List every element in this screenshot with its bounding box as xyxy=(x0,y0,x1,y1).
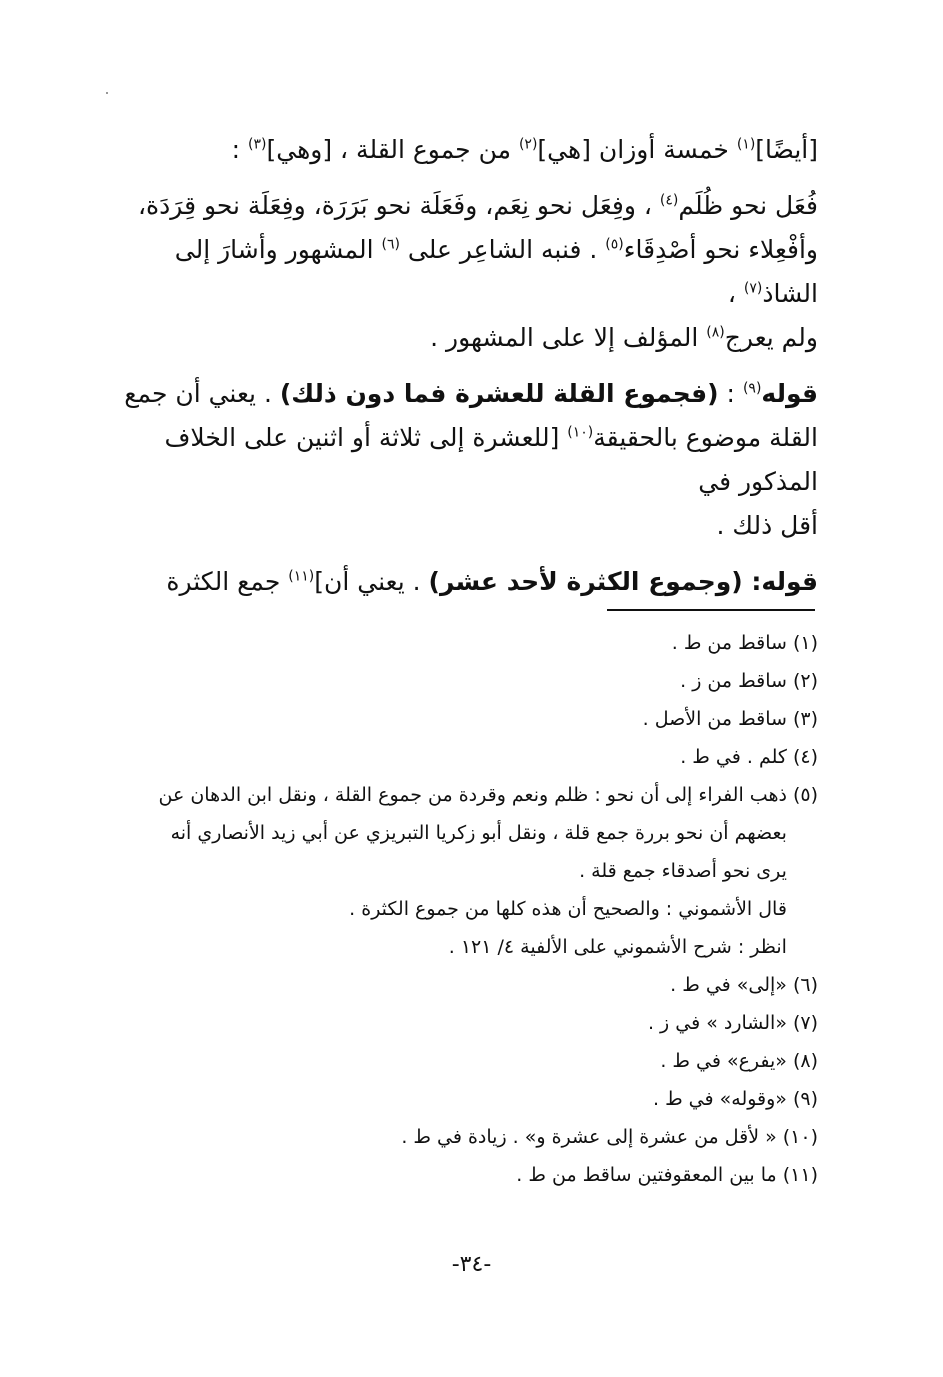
footnote-item xyxy=(100,1156,818,1194)
footnote-ref[interactable]: (٤) xyxy=(659,192,679,209)
footnote-line: يرى نحو أصدقاء جمع قلة . xyxy=(579,860,787,882)
footnote-ref[interactable]: (٧) xyxy=(743,280,763,297)
footnote-ref[interactable]: (٢) xyxy=(518,136,538,153)
footnote-item xyxy=(100,738,818,776)
footnote-number: (١) xyxy=(792,632,818,654)
text-run: ، xyxy=(727,279,744,308)
footnote-ref[interactable]: (٥) xyxy=(605,236,624,253)
footnote-separator xyxy=(607,609,815,611)
footnote-item xyxy=(100,624,818,662)
text-run: خمسة أوزان [هي] xyxy=(537,135,737,164)
footnote-text xyxy=(100,776,787,966)
footnote-text xyxy=(100,1156,777,1194)
footnote-item xyxy=(100,1118,818,1156)
text-run: : xyxy=(231,135,249,164)
footnote-ref[interactable]: (١) xyxy=(736,136,756,153)
paragraph-line xyxy=(100,416,818,504)
footnote-number: (١٠) xyxy=(782,1126,818,1148)
paragraph-1 xyxy=(100,128,818,172)
text-run: [للعشرة إلى ثلاثة أو اثنين على الخلاف المذكور في xyxy=(164,423,818,496)
footnote-number: (٩) xyxy=(792,1088,818,1110)
footnote-line: «وقوله» في ط . xyxy=(652,1088,787,1110)
quote-lead: قوله xyxy=(761,379,818,408)
text-run: ولم يعرج xyxy=(724,323,818,352)
footnote-ref[interactable]: (٨) xyxy=(706,324,725,341)
footnote-item xyxy=(100,700,818,738)
text-run: [أيضًا] xyxy=(755,135,818,164)
paragraph-line: أقل ذلك . xyxy=(716,511,818,540)
paragraph-2 xyxy=(100,184,818,360)
text-run: فُعَل نحو ظُلَم xyxy=(678,191,818,220)
footnote-text xyxy=(100,1042,787,1080)
footnote-text xyxy=(100,1004,787,1042)
footnote-number: (٤) xyxy=(792,746,818,768)
footnote-text xyxy=(100,662,787,700)
quoted-text: (فجموع القلة للعشرة فما دون ذلك) xyxy=(279,379,719,408)
text-run: . يعني أن جمع xyxy=(124,379,280,408)
footnote-item xyxy=(100,1080,818,1118)
footnote-line: كلم . في ط . xyxy=(680,746,787,768)
footnote-line: «إلى» في ط . xyxy=(670,974,787,996)
paragraph-3 xyxy=(100,372,818,548)
footnote-ref[interactable]: (٦) xyxy=(381,236,400,253)
footnote-line: « لأقل من عشرة إلى عشرة و» . زيادة في ط . xyxy=(401,1126,777,1148)
footnote-number: (٣) xyxy=(792,708,818,730)
quoted-text: (وجموع الكثرة لأحد عشر) xyxy=(428,567,743,596)
footnote-item xyxy=(100,662,818,700)
footnote-line: «الشارد » في ز . xyxy=(647,1012,787,1034)
footnote-text xyxy=(100,624,787,662)
paragraph-4 xyxy=(100,560,818,604)
scan-speck xyxy=(106,92,108,94)
footnote-text xyxy=(100,966,787,1004)
main-text xyxy=(100,128,818,604)
footnote-item xyxy=(100,966,818,1004)
footnote-ref[interactable]: (١١) xyxy=(288,568,315,585)
footnote-text xyxy=(100,738,787,776)
footnote-line: انظر : شرح الأشموني على الألفية ٤/ ١٢١ . xyxy=(448,936,787,958)
footnote-number: (٥) xyxy=(792,784,818,806)
text-run: : xyxy=(718,379,743,408)
footnote-number: (١١) xyxy=(782,1164,818,1186)
footnote-line: ما بين المعقوفتين ساقط من ط . xyxy=(516,1164,777,1186)
footnote-item xyxy=(100,1042,818,1080)
paragraph-line xyxy=(100,372,818,416)
text-run: . يعني أن] xyxy=(314,567,429,596)
paragraph-line xyxy=(100,316,818,360)
footnote-number: (٧) xyxy=(792,1012,818,1034)
text-run: من جموع القلة ، [وهي] xyxy=(266,135,519,164)
footnote-ref[interactable]: (٩) xyxy=(742,380,762,397)
footnote-line: «يفرع» في ط . xyxy=(660,1050,787,1072)
text-run: جمع الكثرة xyxy=(166,567,289,596)
text-run: المشهور وأشارَ إلى الشاذ xyxy=(174,235,818,308)
paragraph-line xyxy=(100,228,818,316)
paragraph-line xyxy=(100,184,818,228)
footnote-line: بعضهم أن نحو بررة جمع قلة ، ونقل أبو زكريا التبريزي عن أبي زيد الأنصاري أنه xyxy=(170,822,787,844)
page-number: -٣٤- xyxy=(451,1252,492,1277)
footnote-line: ساقط من ط . xyxy=(671,632,787,654)
footnote-ref[interactable]: (١٠) xyxy=(567,424,594,441)
footnote-ref[interactable]: (٣) xyxy=(248,136,267,153)
text-run: ، وفِعَل نحو نِعَم، وفَعَلَة نحو بَرَرَة، وفِعَلَة نحو قِرَدَة، xyxy=(137,191,660,220)
text-run: المؤلف إلا على المشهور . xyxy=(430,323,707,352)
footnote-text xyxy=(100,1080,787,1118)
paragraph-line xyxy=(100,560,818,604)
footnote-number: (٦) xyxy=(792,974,818,996)
footnote-line: ذهب الفراء إلى أن نحو : ظلم ونعم وقردة من جموع القلة ، ونقل ابن الدهان عن xyxy=(158,784,787,806)
footnote-line: قال الأشموني : والصحيح أن هذه كلها من جموع الكثرة . xyxy=(349,898,787,920)
footnote-number: (٢) xyxy=(792,670,818,692)
footnotes xyxy=(100,624,818,1194)
footnote-item xyxy=(100,776,818,966)
text-run: وأفْعِلاء نحو أصْدِقَاء xyxy=(623,235,818,264)
footnote-number: (٨) xyxy=(792,1050,818,1072)
text-run: . فنبه الشاعِر على xyxy=(399,235,606,264)
footnote-line: ساقط من ز . xyxy=(680,670,787,692)
footnote-text xyxy=(100,700,787,738)
footnote-text xyxy=(100,1118,777,1156)
footnote-line: ساقط من الأصل . xyxy=(642,708,787,730)
quote-lead: قوله: xyxy=(742,567,818,596)
text-run: القلة موضوع بالحقيقة xyxy=(593,423,818,452)
footnote-item xyxy=(100,1004,818,1042)
